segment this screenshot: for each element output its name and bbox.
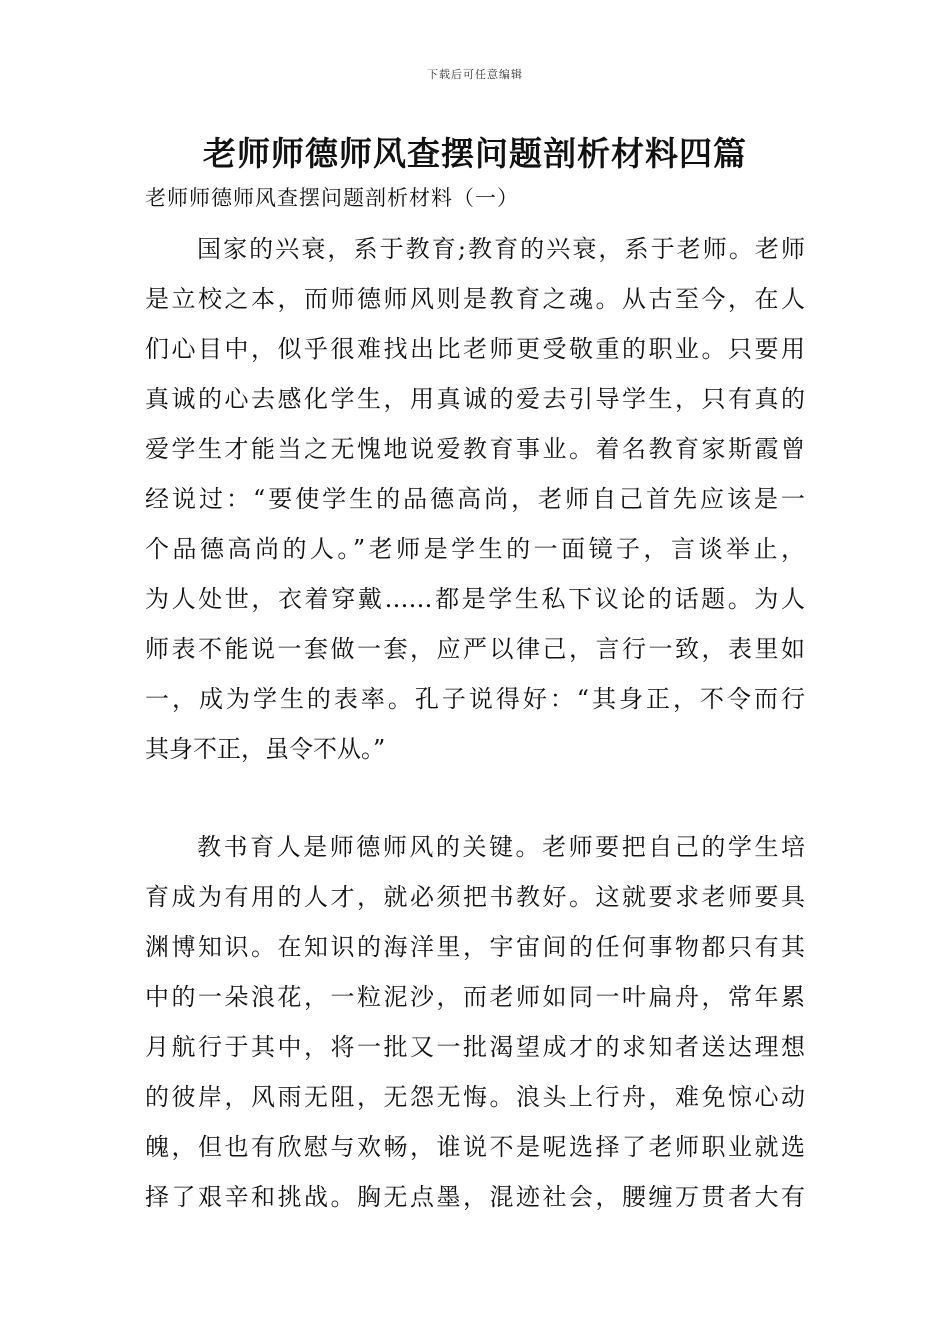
header-note: 下载后可任意编辑 (427, 68, 523, 81)
paragraph-line: 爱学生才能当之无愧地说爱教育事业。着名教育家斯霞曾 (145, 435, 805, 463)
paragraph-line: 中的一朵浪花，一粒泥沙，而老师如同一叶扁舟，常年累 (145, 983, 805, 1011)
paragraph-line: 国家的兴衰，系于教育;教育的兴衰，系于老师。老师 (197, 235, 805, 263)
paragraph-1 (145, 224, 805, 774)
paragraph-line: 其身不正，虽令不从。” (145, 735, 386, 763)
paragraph-line: 魄，但也有欣慰与欢畅，谁说不是呢选择了老师职业就选 (145, 1133, 805, 1161)
paragraph-line: 择了艰辛和挑战。胸无点墨，混迹社会，腰缠万贯者大有 (145, 1183, 805, 1211)
paragraph-line: 们心目中，似乎很难找出比老师更受敬重的职业。只要用 (145, 335, 805, 363)
document-title: 老师师德师风查摆问题剖析材料四篇 (203, 134, 747, 173)
paragraph-line: 经说过：“要使学生的品德高尚，老师自己首先应该是一 (145, 485, 805, 513)
paragraph-line: 渊博知识。在知识的海洋里，宇宙间的任何事物都只有其 (145, 933, 805, 961)
paragraph-2 (145, 822, 805, 1222)
paragraph-line: 为人处世，衣着穿戴……都是学生私下议论的话题。为人 (145, 585, 805, 613)
paragraph-line: 育成为有用的人才，就必须把书教好。这就要求老师要具 (145, 883, 805, 911)
paragraph-line: 一，成为学生的表率。孔子说得好：“其身正，不令而行 (145, 685, 805, 713)
paragraph-line: 真诚的心去感化学生，用真诚的爱去引导学生，只有真的 (145, 385, 805, 413)
paragraph-line: 个品德高尚的人。”老师是学生的一面镜子，言谈举止， (145, 535, 805, 563)
paragraph-line: 月航行于其中，将一批又一批渴望成才的求知者送达理想 (145, 1033, 805, 1061)
section-heading: 老师师德师风查摆问题剖析材料（一） (145, 186, 519, 210)
paragraph-line: 是立校之本，而师德师风则是教育之魂。从古至今，在人 (145, 285, 805, 313)
paragraph-line: 师表不能说一套做一套，应严以律己，言行一致，表里如 (145, 635, 805, 663)
paragraph-line: 的彼岸，风雨无阻，无怨无悔。浪头上行舟，难免惊心动 (145, 1083, 805, 1111)
paragraph-line: 教书育人是师德师风的关键。老师要把自己的学生培 (197, 833, 805, 861)
